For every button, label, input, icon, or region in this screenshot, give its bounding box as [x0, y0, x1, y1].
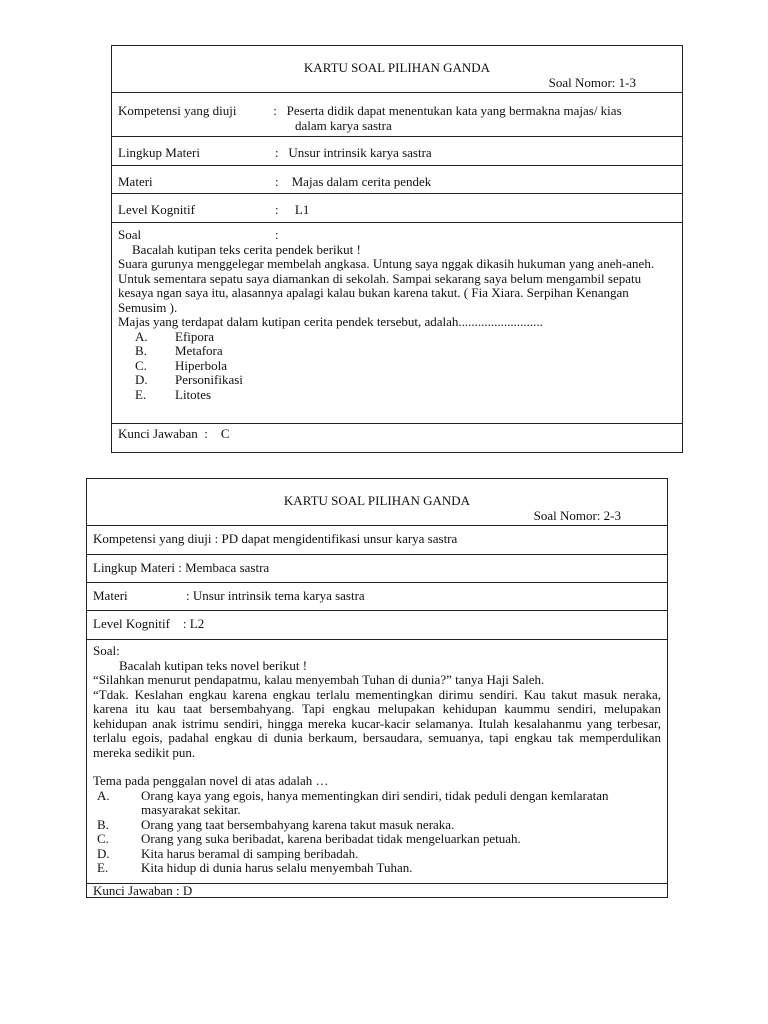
level-text: Level Kognitif : L2: [93, 616, 205, 631]
option-text: Kita harus beramal di samping beribadah.: [141, 845, 359, 861]
option-letter: D.: [135, 372, 148, 387]
materi-row: Materi : Majas dalam cerita pendek: [112, 166, 682, 194]
option-letter: C.: [135, 357, 147, 373]
kunci-row: [87, 884, 667, 898]
soal-quote-2: “Tdak. Keslahan engkau karena engkau terlalu mementingkan dirimu sendiri. Kau takut masuk neraka, karena itu kau taat bersembahyang. Tapi engkau melupakan kehidupan kaummu sendiri, melupakan kehidupan anak istrimu sendiri, hingga mereka kucar-kacir selamanya. Itulah kesalahanmu yang terbesar, terlalu egois, padahal engkau di dunia berkaum, bersaudara, semuanya, tapi engkau tak memperdulikan mereka sedikit pun.: [93, 686, 661, 760]
soal-label: Soal: [118, 227, 142, 242]
kompetensi-row: [87, 526, 667, 555]
materi-label: Materi: [118, 174, 153, 189]
question-card-1: [111, 45, 683, 453]
lingkup-label: Lingkup Materi: [118, 145, 200, 160]
option-letter: E.: [135, 386, 147, 402]
lingkup-value: Unsur intrinsik karya sastra: [288, 145, 432, 160]
soal-quote-1: “Silahkan menurut pendapatmu, kalau menyembah Tuhan di dunia?” tanya Haji Saleh.: [93, 672, 545, 687]
soal-question: Tema pada penggalan novel di atas adalah …: [93, 773, 329, 788]
option-text: Orang yang suka beribadat, karena beribadat tidak mengeluarkan petuah.: [141, 831, 521, 846]
soal-row: Soal : Bacalah kutipan teks cerita pendek berikut ! Suara gurunya menggelegar membelah angkasa. Untung saya nggak dikasih hukuman yang aneh-aneh. Untuk sementara sepatu saya diamankan di sekolah. Sampai sekarang saya belum mengambil sepatu kesaya ngan saya itu, alasannya apalagi kalau bukan karena takut. ( Fia Xiara. Serpihan Kenangan Semusim ). Majas yang terdapat dalam kutipan cerita pendek tersebut, adalah.......................... A. Efipora B. Metafora C. Hiperbola D. Personifikasi E. Litotes: [112, 223, 682, 424]
materi-row: [87, 583, 667, 611]
card-title: KARTU SOAL PILIHAN GANDA: [303, 60, 491, 75]
option-letter: B.: [97, 816, 109, 832]
kunci-text: Kunci Jawaban : D: [93, 883, 193, 898]
answer-option: [97, 787, 661, 818]
soal-intro: Bacalah kutipan teks cerita pendek berikut !: [132, 241, 361, 257]
answer-option: [97, 816, 661, 833]
lingkup-text: Lingkup Materi : Membaca sastra: [93, 560, 270, 575]
soal-intro: Bacalah kutipan teks novel berikut !: [119, 657, 308, 673]
level-label: Level Kognitif: [118, 202, 195, 217]
question-number: Soal Nomor: 1-3: [548, 74, 636, 90]
answer-option: [97, 831, 661, 847]
answer-options: [118, 330, 676, 403]
materi-label: Materi: [93, 588, 128, 603]
lingkup-row: Lingkup Materi : Unsur intrinsik karya sastra: [112, 137, 682, 166]
kunci-label: Kunci Jawaban: [118, 426, 198, 441]
lingkup-row: [87, 555, 667, 583]
materi-value: Majas dalam cerita pendek: [291, 174, 432, 189]
soal-passage: Suara gurunya menggelegar membelah angkasa. Untung saya nggak dikasih hukuman yang aneh-aneh. Untuk sementara sepatu saya diamankan di sekolah. Sampai sekarang saya belum mengambil sepatu kesaya ngan saya itu, alasannya apalagi kalau bukan karena takut. ( Fia Xiara. Serpihan Kenangan Semusim ).: [118, 256, 655, 315]
answer-option: [135, 357, 676, 374]
answer-option: [135, 372, 676, 388]
kompetensi-row: Kompetensi yang diuji : Peserta didik dapat menentukan kata yang bermakna majas/ kias dalam karya sastra: [112, 93, 682, 137]
kompetensi-label: Kompetensi yang diuji: [118, 103, 237, 118]
card-header: [87, 479, 667, 526]
level-value: L1: [294, 202, 310, 217]
option-letter: D.: [97, 845, 110, 861]
option-text: Metafora: [175, 343, 223, 358]
soal-row: [87, 640, 667, 884]
question-number: Soal Nomor: 2-3: [533, 507, 621, 523]
question-card-2: [86, 478, 668, 898]
option-text: Efipora: [175, 328, 214, 344]
level-row: [87, 611, 667, 640]
option-letter: A.: [135, 328, 148, 344]
option-text: Personifikasi: [175, 372, 243, 387]
option-text: Kita hidup di dunia harus selalu menyembah Tuhan.: [141, 860, 413, 875]
kompetensi-text: Kompetensi yang diuji : PD dapat mengidentifikasi unsur karya sastra: [93, 531, 458, 546]
option-text: Litotes: [175, 386, 212, 402]
option-text: Orang yang taat bersembahyang karena takut masuk neraka.: [141, 816, 455, 832]
materi-value: : Unsur intrinsik tema karya sastra: [186, 588, 365, 603]
option-text: Hiperbola: [175, 357, 227, 373]
level-row: Level Kognitif : L1: [112, 194, 682, 223]
kunci-row: Kunci Jawaban : C: [118, 426, 230, 441]
option-letter: A.: [97, 787, 110, 803]
soal-question: Majas yang terdapat dalam kutipan cerita pendek tersebut, adalah..........................: [118, 314, 543, 329]
answer-option: [97, 845, 661, 862]
option-text: Orang kaya yang egois, hanya mementingkan diri sendiri, tidak peduli dengan kemlaratan masyarakat sekitar.: [141, 787, 609, 817]
soal-label: Soal:: [93, 643, 120, 658]
kunci-value: C: [220, 426, 230, 441]
kompetensi-value: Peserta didik dapat menentukan kata yang bermakna majas/ kias: [286, 103, 622, 118]
card-header: [112, 46, 682, 93]
answer-option: [97, 860, 661, 876]
answer-options: [93, 789, 661, 876]
option-letter: B.: [135, 343, 147, 358]
answer-option: [135, 386, 676, 403]
option-letter: C.: [97, 831, 109, 846]
answer-option: [135, 328, 676, 345]
answer-option: [135, 343, 676, 359]
kompetensi-value-cont: dalam karya sastra: [295, 117, 392, 133]
card-title: KARTU SOAL PILIHAN GANDA: [283, 493, 471, 508]
option-letter: E.: [97, 860, 109, 875]
